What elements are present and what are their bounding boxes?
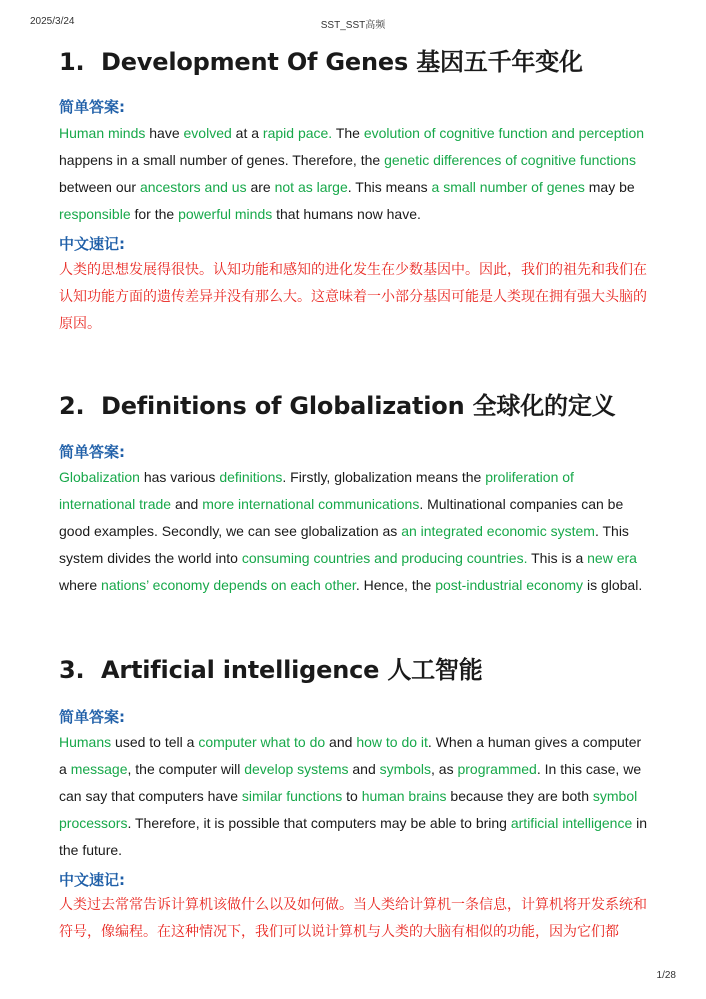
- keyword-highlight: Humans: [59, 734, 112, 750]
- keyword-highlight: new era: [587, 550, 637, 566]
- answer-text: used to tell a: [111, 734, 199, 750]
- answer-text: because they are both: [446, 788, 593, 804]
- answer-text: , as: [431, 761, 458, 777]
- answer-text: to: [342, 788, 362, 804]
- keyword-highlight: evolution of cognitive function and perception: [363, 125, 645, 141]
- answer-text: , the computer will: [127, 761, 245, 777]
- answer-text: . Therefore, it is possible that computers may be able to bring: [127, 815, 511, 831]
- answer-text: at a: [231, 125, 263, 141]
- section-3-title: Artificial intelligence 人工智能: [101, 656, 483, 684]
- document-title: SST_SST高频: [320, 20, 386, 31]
- keyword-highlight: more international communications: [202, 496, 420, 512]
- section-3-answer: [59, 729, 649, 864]
- section-3-answer-label: 简单答案:: [59, 708, 125, 726]
- section-2-answer: [59, 464, 649, 599]
- answer-text: . This means: [347, 179, 432, 195]
- keyword-highlight: Globalization: [59, 469, 140, 485]
- answer-text: . Firstly, globalization means the: [282, 469, 486, 485]
- keyword-highlight: not as large: [274, 179, 348, 195]
- keyword-highlight: human brains: [361, 788, 447, 804]
- section-1-answer: [59, 120, 649, 228]
- keyword-highlight: definitions: [219, 469, 283, 485]
- section-2-title: Definitions of Globalization 全球化的定义: [101, 392, 616, 420]
- keyword-highlight: proliferation of international trade: [59, 469, 574, 512]
- section-3-number: 3.: [59, 656, 85, 684]
- keyword-highlight: artificial intelligence: [510, 815, 633, 831]
- answer-text: . When a human gives a computer a: [59, 734, 642, 777]
- answer-text: happens in a small number of genes. Therefore, the: [59, 152, 385, 168]
- section-3-memo: 人类过去常常告诉计算机该做什么以及如何做。当人类给计算机一条信息，计算机将开发系统和符号，像编程。在这种情况下，我们可以说计算机与人类的大脑有相似的功能，因为它们都: [59, 897, 647, 940]
- keyword-highlight: symbol processors: [59, 788, 638, 831]
- answer-text: This is a: [527, 550, 588, 566]
- section-3-memo-label: 中文速记:: [59, 871, 125, 889]
- keyword-highlight: message: [70, 761, 128, 777]
- section-3-heading: [59, 650, 483, 685]
- section-1-memo-label: 中文速记:: [59, 235, 125, 253]
- section-1-memo: 人类的思想发展得很快。认知功能和感知的进化发生在少数基因中。因此，我们的祖先和我们在认知功能方面的遗传差异并没有那么大。这意味着一小部分基因可能是人类现在拥有强大头脑的原因。: [59, 262, 647, 332]
- answer-text: in the future.: [59, 815, 648, 858]
- keyword-highlight: responsible: [59, 206, 131, 222]
- keyword-highlight: post-industrial economy: [435, 577, 584, 593]
- section-1-heading: [59, 42, 583, 77]
- keyword-highlight: powerful minds: [178, 206, 273, 222]
- keyword-highlight: ancestors and us: [139, 179, 247, 195]
- answer-text: . Multinational companies can be good examples. Secondly, we can see globalization as: [59, 496, 624, 539]
- keyword-highlight: evolved: [183, 125, 232, 141]
- answer-text: are: [246, 179, 275, 195]
- page-number: 1/28: [656, 970, 676, 981]
- answer-text: where: [59, 577, 102, 593]
- keyword-highlight: genetic differences of cognitive functions: [384, 152, 636, 168]
- keyword-highlight: consuming countries and producing countries.: [241, 550, 528, 566]
- answer-text: has various: [139, 469, 220, 485]
- answer-text: and: [325, 734, 357, 750]
- answer-text: . This system divides the world into: [59, 523, 629, 566]
- section-2-heading: [59, 386, 615, 421]
- answer-text: and: [348, 761, 380, 777]
- answer-text: The: [332, 125, 364, 141]
- section-1-answer-label: 简单答案:: [59, 98, 125, 116]
- keyword-highlight: nations’ economy depends on each other: [101, 577, 356, 593]
- answer-text: may be: [584, 179, 635, 195]
- answer-text: for the: [130, 206, 179, 222]
- keyword-highlight: rapid pace.: [262, 125, 333, 141]
- keyword-highlight: similar functions: [241, 788, 343, 804]
- answer-text: is global.: [583, 577, 643, 593]
- keyword-highlight: develop systems: [244, 761, 349, 777]
- keyword-highlight: a small number of genes: [431, 179, 585, 195]
- answer-text: . Hence, the: [355, 577, 436, 593]
- answer-text: . In this case, we can say that computers have: [59, 761, 642, 804]
- keyword-highlight: computer what to do: [198, 734, 326, 750]
- print-date: 2025/3/24: [30, 16, 75, 27]
- keyword-highlight: an integrated economic system: [401, 523, 595, 539]
- section-2-number: 2.: [59, 392, 85, 420]
- answer-text: that humans now have.: [272, 206, 421, 222]
- answer-text: and: [171, 496, 203, 512]
- keyword-highlight: symbols: [379, 761, 431, 777]
- section-1-title: Development Of Genes 基因五千年变化: [101, 48, 583, 76]
- section-2-answer-label: 简单答案:: [59, 443, 125, 461]
- answer-text: have: [145, 125, 184, 141]
- keyword-highlight: programmed: [457, 761, 537, 777]
- keyword-highlight: how to do it: [356, 734, 428, 750]
- answer-text: between our: [59, 179, 140, 195]
- section-1-number: 1.: [59, 48, 85, 76]
- keyword-highlight: Human minds: [59, 125, 146, 141]
